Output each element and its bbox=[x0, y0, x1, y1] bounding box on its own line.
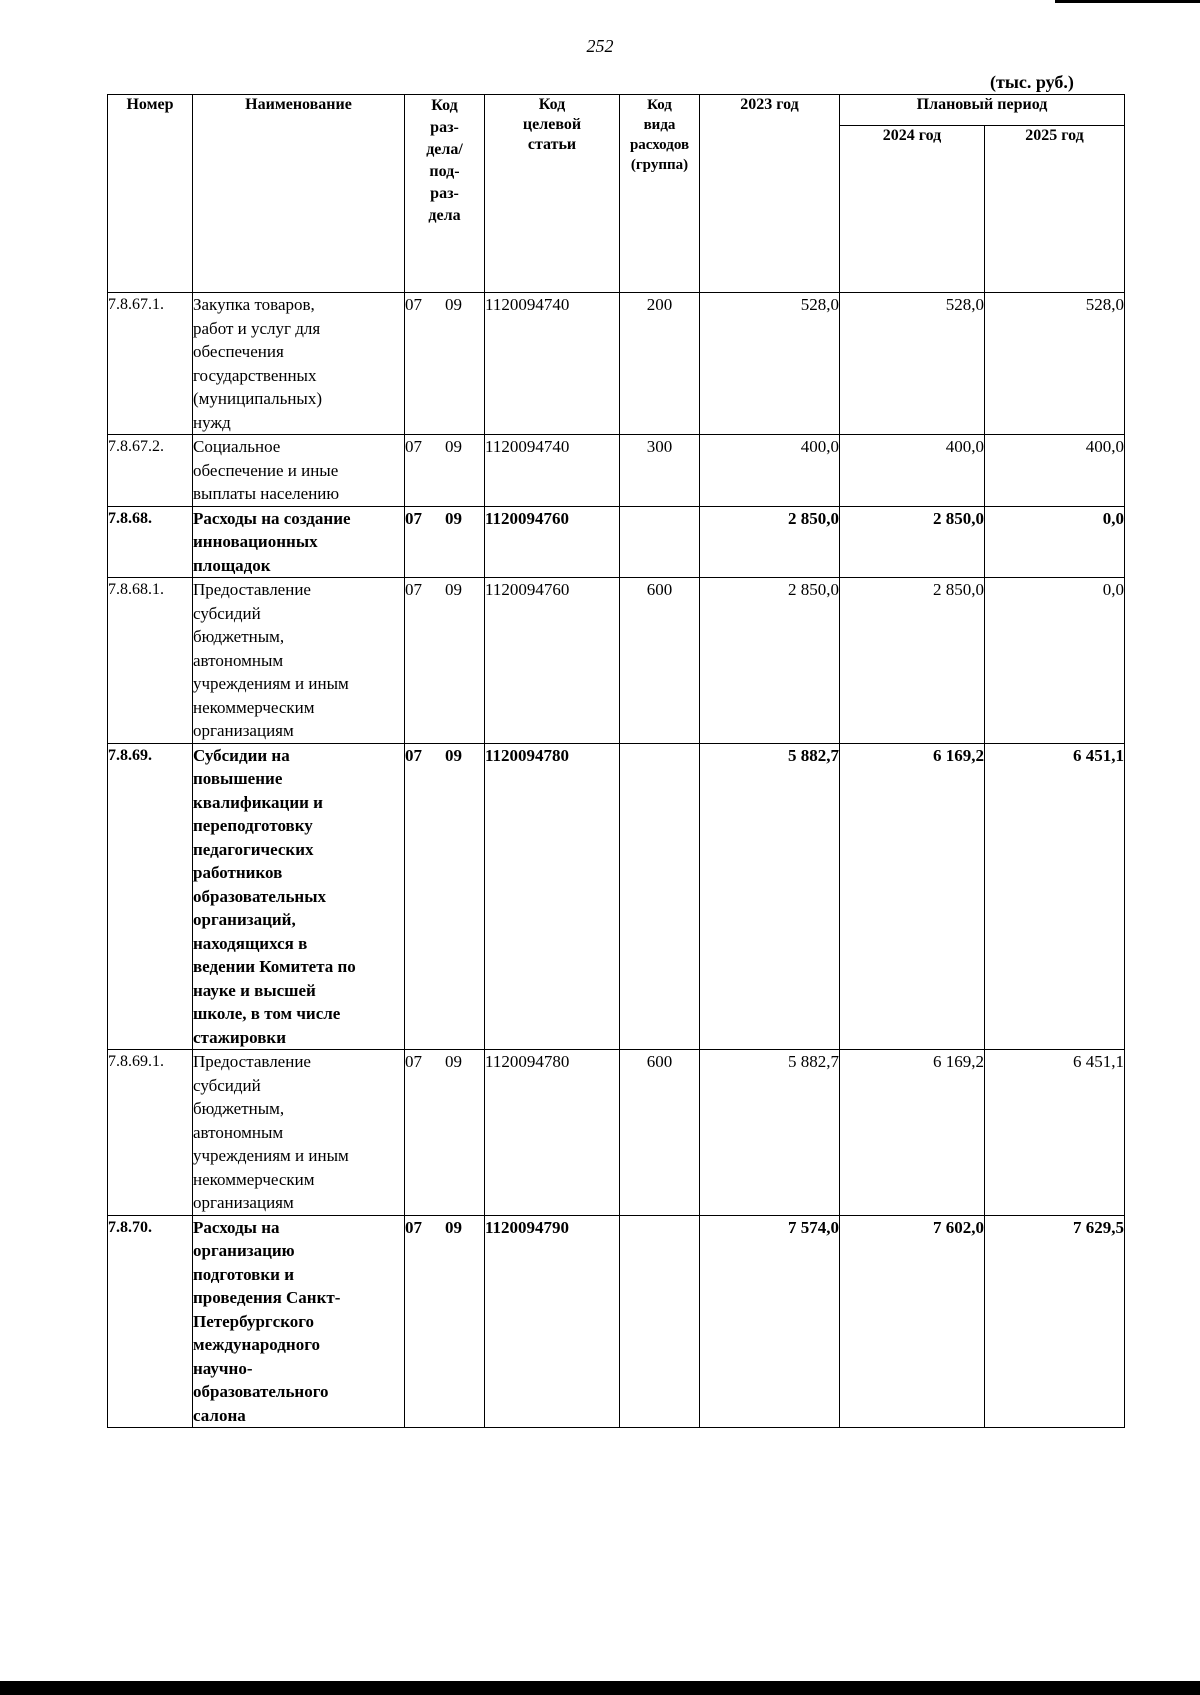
row-target-article: 1120094760 bbox=[485, 506, 620, 578]
row-value-2024: 6 169,2 bbox=[840, 743, 985, 1050]
row-value-2025: 400,0 bbox=[985, 435, 1125, 507]
row-value-2024: 7 602,0 bbox=[840, 1215, 985, 1428]
razdel-code: 07 bbox=[405, 745, 422, 765]
razdel-code: 07 bbox=[405, 508, 422, 528]
table-body bbox=[108, 293, 1125, 1428]
row-target-article: 1120094790 bbox=[485, 1215, 620, 1428]
row-value-2024: 2 850,0 bbox=[840, 578, 985, 744]
row-value-2025: 528,0 bbox=[985, 293, 1125, 435]
razdel-code: 07 bbox=[405, 1052, 422, 1071]
row-number: 7.8.69. bbox=[108, 743, 193, 1050]
row-value-2023: 2 850,0 bbox=[700, 578, 840, 744]
row-value-2025: 0,0 bbox=[985, 506, 1125, 578]
row-name: Социальное обеспечение и иные выплаты населению bbox=[193, 435, 405, 507]
row-razdel-code bbox=[405, 293, 485, 435]
budget-table bbox=[107, 94, 1125, 1428]
row-value-2023: 2 850,0 bbox=[700, 506, 840, 578]
units-label: (тыс. руб.) bbox=[990, 72, 1074, 92]
row-value-2025: 6 451,1 bbox=[985, 1050, 1125, 1216]
podrazdel-code: 09 bbox=[445, 580, 462, 599]
row-target-article: 1120094760 bbox=[485, 578, 620, 744]
page-number: 252 bbox=[586, 36, 614, 56]
row-number: 7.8.67.2. bbox=[108, 435, 193, 507]
razdel-code: 07 bbox=[405, 1217, 422, 1237]
row-expense-type: 600 bbox=[620, 578, 700, 744]
row-expense-type bbox=[620, 506, 700, 578]
row-name: Предоставление субсидий бюджетным, автономным учреждениям и иным некоммерческим организациям bbox=[193, 1050, 405, 1216]
row-value-2025: 6 451,1 bbox=[985, 743, 1125, 1050]
row-expense-type: 600 bbox=[620, 1050, 700, 1216]
header-target-article: Код целевой статьи bbox=[485, 95, 620, 293]
table-row bbox=[108, 293, 1125, 435]
row-razdel-code bbox=[405, 435, 485, 507]
table-row bbox=[108, 435, 1125, 507]
table-row bbox=[108, 506, 1125, 578]
razdel-code: 07 bbox=[405, 295, 422, 314]
row-name: Закупка товаров, работ и услуг для обеспечения государственных (муниципальных) нужд bbox=[193, 293, 405, 435]
row-name: Расходы на организацию подготовки и проведения Санкт- Петербургского международного научно- образовательного салона bbox=[193, 1215, 405, 1428]
row-expense-type bbox=[620, 743, 700, 1050]
table-row bbox=[108, 1215, 1125, 1428]
bottom-scan-bar bbox=[0, 1681, 1200, 1695]
row-number: 7.8.68. bbox=[108, 506, 193, 578]
row-razdel-code bbox=[405, 1215, 485, 1428]
row-value-2023: 7 574,0 bbox=[700, 1215, 840, 1428]
row-target-article: 1120094740 bbox=[485, 435, 620, 507]
table-row bbox=[108, 578, 1125, 744]
header-year-2023: 2023 год bbox=[700, 95, 840, 293]
row-name: Расходы на создание инновационных площадок bbox=[193, 506, 405, 578]
row-razdel-code bbox=[405, 578, 485, 744]
header-expense-type: Код вида расходов (группа) bbox=[620, 95, 700, 293]
top-edge-rule bbox=[1055, 0, 1200, 3]
row-value-2024: 2 850,0 bbox=[840, 506, 985, 578]
row-expense-type: 200 bbox=[620, 293, 700, 435]
row-value-2023: 528,0 bbox=[700, 293, 840, 435]
row-value-2024: 528,0 bbox=[840, 293, 985, 435]
podrazdel-code: 09 bbox=[445, 1217, 462, 1237]
podrazdel-code: 09 bbox=[445, 1052, 462, 1071]
table-header-row bbox=[108, 95, 1125, 126]
row-razdel-code bbox=[405, 1050, 485, 1216]
table-row bbox=[108, 743, 1125, 1050]
row-target-article: 1120094780 bbox=[485, 743, 620, 1050]
podrazdel-code: 09 bbox=[445, 295, 462, 314]
row-value-2025: 7 629,5 bbox=[985, 1215, 1125, 1428]
header-name: Наименование bbox=[193, 95, 405, 293]
row-value-2023: 5 882,7 bbox=[700, 743, 840, 1050]
row-value-2025: 0,0 bbox=[985, 578, 1125, 744]
podrazdel-code: 09 bbox=[445, 508, 462, 528]
header-razdel: Код раз- дела/ под- раз- дела bbox=[405, 95, 485, 293]
row-value-2024: 400,0 bbox=[840, 435, 985, 507]
row-number: 7.8.68.1. bbox=[108, 578, 193, 744]
row-number: 7.8.70. bbox=[108, 1215, 193, 1428]
row-number: 7.8.67.1. bbox=[108, 293, 193, 435]
header-year-2025: 2025 год bbox=[985, 126, 1125, 293]
row-value-2023: 400,0 bbox=[700, 435, 840, 507]
row-expense-type bbox=[620, 1215, 700, 1428]
row-value-2024: 6 169,2 bbox=[840, 1050, 985, 1216]
table-row bbox=[108, 1050, 1125, 1216]
row-razdel-code bbox=[405, 506, 485, 578]
podrazdel-code: 09 bbox=[445, 745, 462, 765]
header-planned-period: Плановый период bbox=[840, 95, 1125, 126]
row-razdel-code bbox=[405, 743, 485, 1050]
row-target-article: 1120094780 bbox=[485, 1050, 620, 1216]
row-name: Субсидии на повышение квалификации и переподготовку педагогических работников образовательных организаций, находящихся в ведении Комитета по науке и высшей школе, в том числе стажировки bbox=[193, 743, 405, 1050]
header-number: Номер bbox=[108, 95, 193, 293]
razdel-code: 07 bbox=[405, 580, 422, 599]
podrazdel-code: 09 bbox=[445, 437, 462, 456]
row-expense-type: 300 bbox=[620, 435, 700, 507]
row-value-2023: 5 882,7 bbox=[700, 1050, 840, 1216]
row-name: Предоставление субсидий бюджетным, автономным учреждениям и иным некоммерческим организациям bbox=[193, 578, 405, 744]
header-year-2024: 2024 год bbox=[840, 126, 985, 293]
razdel-code: 07 bbox=[405, 437, 422, 456]
row-number: 7.8.69.1. bbox=[108, 1050, 193, 1216]
row-target-article: 1120094740 bbox=[485, 293, 620, 435]
